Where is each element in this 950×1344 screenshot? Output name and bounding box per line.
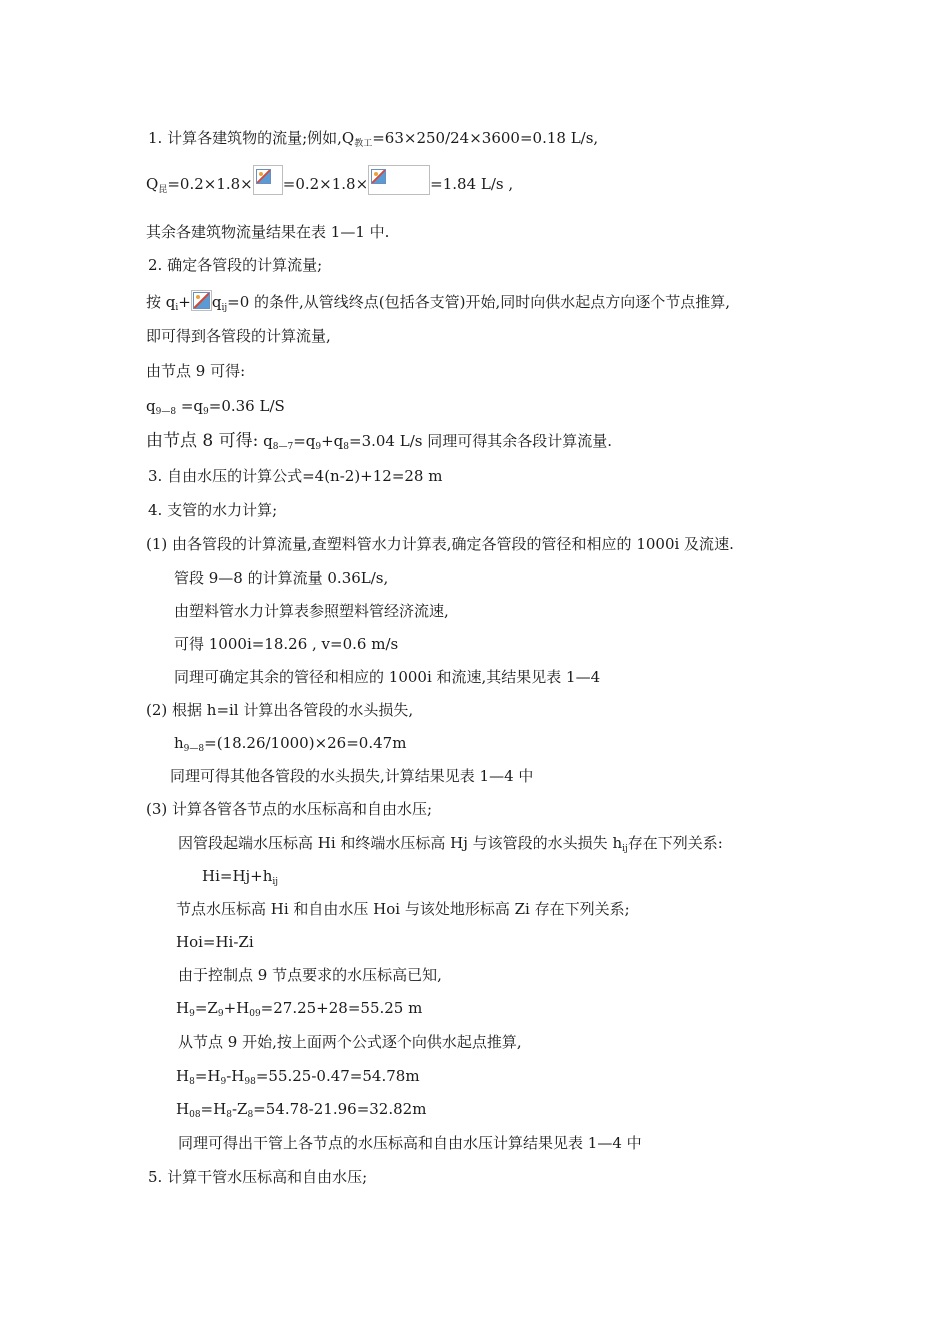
formula-line: $Hi=Hj+h_{ij}$	[202, 867, 279, 887]
paragraph: 同理可确定其余的管径和相应的 1000i 和流速,其结果见表 1—4	[174, 668, 601, 686]
broken-image-icon	[368, 165, 430, 195]
formula-line: $H_8=H_9-H_{98}=55.25-0.47=54.78m$	[176, 1067, 420, 1087]
paragraph: 节点水压标高 Hi 和自由水压 Hoi 与该处地形标高 Zi 存在下列关系;	[176, 900, 630, 918]
paragraph: 因管段起端水压标高 Hi 和终端水压标高 Hj 与该管段的水头损失 $h_{ij}$存在下列关系:	[178, 834, 723, 854]
item-1-line: 1. 计算各建筑物的流量;例如$,Q_{教工}=63\times 250/24\times 3600=0.18$ L/s,	[148, 129, 599, 149]
item-4-heading: 4. 支管的水力计算;	[148, 501, 278, 519]
formula-line: $q_{9—8} =q_9=0.36$ L/S	[146, 397, 285, 417]
paragraph: 其余各建筑物流量结果在表 1—1 中.	[146, 223, 390, 241]
broken-image-icon	[191, 290, 212, 311]
paragraph: 由节点 9 可得:	[146, 362, 246, 380]
paragraph: 从节点 9 开始,按上面两个公式逐个向供水起点推算,	[178, 1033, 522, 1051]
broken-image-icon	[253, 165, 283, 195]
item-2-heading: 2. 确定各管段的计算流量;	[148, 256, 323, 274]
paragraph: 管段 9—8 的计算流量 0.36L/s,	[174, 569, 389, 587]
formula-line: $H_{08}=H_8-Z_8=54.78-21.96=32.82m$	[176, 1100, 427, 1120]
paragraph: 可得 1000i=18.26 , v=0.6 m/s	[174, 635, 399, 653]
sub-item-3: (3) 计算各管各节点的水压标高和自由水压;	[146, 800, 433, 818]
sub-item-1: (1) 由各管段的计算流量,查塑料管水力计算表,确定各管段的管径和相应的 1000i 及流速.	[146, 535, 734, 553]
formula-line: $H_9=Z_9+H_{09}=27.25+28=55.25$ m	[176, 999, 423, 1019]
formula-q-kun: $Q_昆=0.2\times 1.8\times$ =0.2×1.8× =1.84 L/s ,	[146, 165, 513, 195]
paragraph: 即可得到各管段的计算流量,	[146, 327, 331, 345]
formula-line: $h_{9—8}=(18.26/1000)\times 26=0.47m$	[174, 734, 407, 754]
paragraph: 由于控制点 9 节点要求的水压标高已知,	[178, 966, 442, 984]
paragraph: 按 $q_i+$ $q_{ij}=0$ 的条件,从管线终点(包括各支管)开始,同时向供水起点方向逐个节点推算,	[146, 290, 730, 312]
item-3-line: 3. 自由水压的计算公式=4(n-2)+12=28 m	[148, 467, 443, 485]
item-5-heading: 5. 计算干管水压标高和自由水压;	[148, 1168, 368, 1186]
formula-line: 由节点 8 可得: $q_{8—7}=q_9+q_8=3.04$ L/s 同理可得其余各段计算流量.	[146, 431, 612, 452]
paragraph: 同理可得出干管上各节点的水压标高和自由水压计算结果见表 1—4 中	[178, 1134, 642, 1152]
formula-line: Hoi=Hi-Zi	[176, 933, 254, 951]
sub-item-2: (2) 根据 h=il 计算出各管段的水头损失,	[146, 701, 414, 719]
paragraph: 同理可得其他各管段的水头损失,计算结果见表 1—4 中	[170, 767, 534, 785]
paragraph: 由塑料管水力计算表参照塑料管经济流速,	[174, 602, 449, 620]
